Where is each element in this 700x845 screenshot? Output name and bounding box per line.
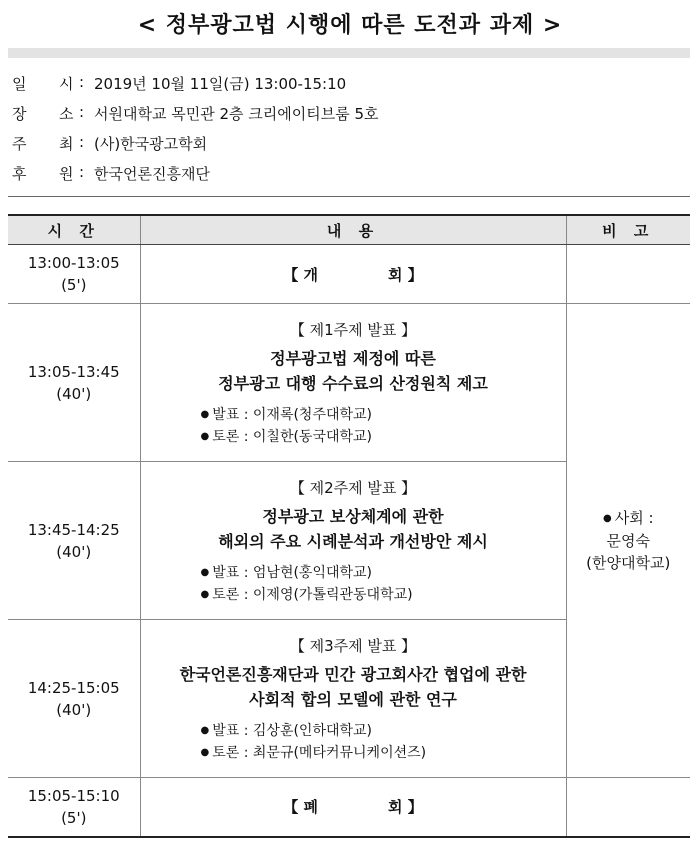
info-key-2: 시	[59, 75, 74, 93]
info-row-place	[12, 103, 672, 125]
time-cell	[8, 304, 140, 462]
bullet-icon: ●	[200, 431, 210, 442]
time-cell	[8, 620, 140, 778]
topic-heading: 【 제1주제 발표 】	[289, 321, 417, 339]
presenter	[141, 562, 566, 584]
info-value-sponsor: 한국언론진흥재단	[94, 165, 210, 183]
bullet-icon: ●	[200, 725, 210, 736]
topic-title-line-1: 한국언론진흥재단과 민간 광고회사간 협업에 관한	[179, 665, 527, 684]
presenter	[141, 720, 566, 742]
content-cell-session-3	[140, 620, 566, 778]
discussant-text: 토론 : 최문규(메타커뮤니케이션즈)	[212, 745, 427, 761]
schedule-table	[8, 214, 690, 838]
topic-title-line-2: 해외의 주요 시례분석과 개선방안 제시	[218, 532, 488, 551]
info-key-1: 주	[12, 135, 27, 153]
table-header-row	[8, 215, 690, 245]
table-row-closing	[8, 778, 690, 837]
topic-title-line-1: 정부광고 보상체계에 관한	[262, 507, 444, 526]
info-value-host: (사)한국광고학회	[94, 135, 208, 153]
content-cell-session-2	[140, 462, 566, 620]
note-cell-empty	[566, 245, 690, 304]
page-title: < 정부광고법 시행에 따른 도전과 과제 >	[137, 13, 563, 38]
info-key-2: 최	[59, 135, 74, 153]
presenter-text: 발표 : 김상훈(인하대학교)	[212, 723, 373, 739]
info-colon: :	[79, 73, 85, 91]
time-duration: (5')	[61, 808, 87, 827]
time-range: 14:25-15:05	[27, 678, 120, 697]
discussant-text: 토론 : 이제영(가톨릭관동대학교)	[212, 587, 413, 603]
moderator-name: 문영숙	[606, 531, 650, 550]
bullet-icon: ●	[200, 747, 210, 758]
header-content: 내 용	[140, 215, 566, 245]
content-cell-session-1	[140, 304, 566, 462]
content-cell-opening	[140, 245, 566, 304]
info-colon: :	[79, 163, 85, 181]
info-colon: :	[79, 103, 85, 121]
time-duration: (40')	[56, 542, 92, 561]
time-range: 13:00-13:05	[27, 254, 120, 272]
info-value-date: 2019년 10월 11일(금) 13:00-15:10	[94, 75, 347, 93]
topic-title	[141, 346, 566, 396]
info-key-2: 원	[59, 165, 74, 183]
topic-title	[141, 504, 566, 554]
bullet-icon: ●	[200, 567, 210, 578]
info-key-1: 후	[12, 165, 27, 183]
bullet-icon: ●	[200, 589, 210, 600]
note-cell-moderator	[566, 304, 690, 778]
header-time: 시 간	[8, 215, 140, 245]
header-note: 비 고	[566, 215, 690, 245]
table-row-session-1	[8, 304, 690, 462]
time-range: 13:05-13:45	[27, 362, 120, 381]
opening-label-left: 【 개	[283, 265, 318, 284]
closing-label-right: 회 】	[388, 798, 423, 817]
note-cell-empty	[566, 778, 690, 837]
time-cell	[8, 462, 140, 620]
topic-title-line-2: 정부광고 대행 수수료의 산정원칙 제고	[218, 374, 488, 393]
time-range: 13:45-14:25	[27, 520, 120, 539]
moderator-label: ● 사회 :	[602, 509, 654, 528]
time-duration: (5')	[61, 276, 87, 294]
content-cell-closing	[140, 778, 566, 837]
opening-label-right: 회 】	[388, 265, 423, 284]
discussant	[141, 584, 566, 606]
presenter-text: 발표 : 이재록(청주대학교)	[212, 407, 373, 423]
info-key-2: 소	[59, 105, 74, 123]
time-cell	[8, 245, 140, 304]
info-key-1: 일	[12, 75, 27, 93]
discussant	[141, 742, 566, 764]
info-colon: :	[79, 133, 85, 151]
info-row-date	[12, 73, 672, 95]
topic-title-line-2: 사회적 합의 모델에 관한 연구	[249, 690, 457, 709]
discussant-text: 토론 : 이칠한(동국대학교)	[212, 429, 373, 445]
topic-heading: 【 제3주제 발표 】	[289, 637, 417, 655]
topic-title	[141, 662, 566, 712]
table-row-opening	[8, 245, 690, 304]
bullet-icon: ●	[200, 409, 210, 420]
closing-label-left: 【 폐	[283, 798, 318, 817]
time-duration: (40')	[56, 384, 92, 403]
info-row-sponsor	[12, 163, 672, 185]
topic-title-line-1: 정부광고법 제정에 따른	[270, 349, 436, 368]
info-value-place: 서원대학교 목민관 2층 크리에이티브룸 5호	[94, 105, 379, 123]
bullet-icon: ●	[602, 512, 612, 524]
info-key-1: 장	[12, 105, 27, 123]
time-duration: (40')	[56, 700, 92, 719]
moderator-affiliation: (한양대학교)	[586, 553, 671, 572]
info-row-host	[12, 133, 672, 155]
presenter	[141, 404, 566, 426]
discussant	[141, 426, 566, 448]
presenter-text: 발표 : 엄남현(홍익대학교)	[212, 565, 373, 581]
topic-heading: 【 제2주제 발표 】	[289, 479, 417, 497]
info-divider	[8, 196, 690, 197]
time-cell	[8, 778, 140, 837]
title-divider	[8, 48, 690, 58]
time-range: 15:05-15:10	[27, 786, 120, 805]
